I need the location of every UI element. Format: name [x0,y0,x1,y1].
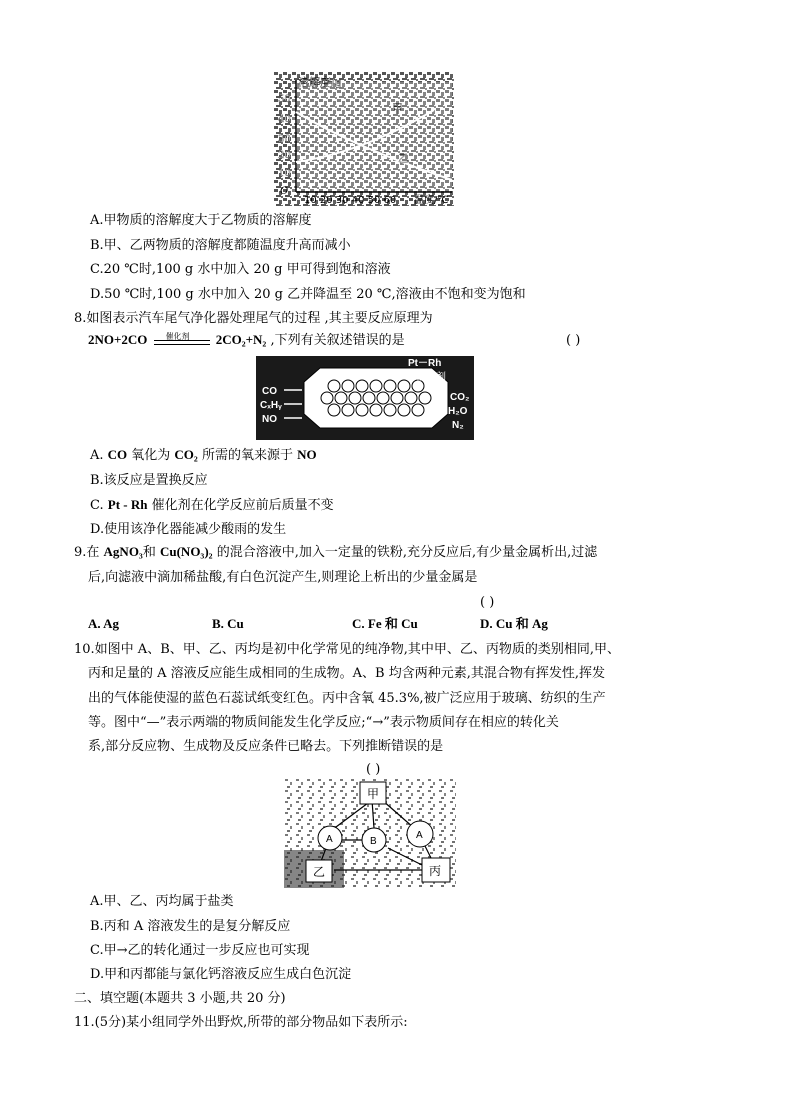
q8-option-c [90,496,334,515]
q10-stem-line1: 10.如图中 A、B、甲、乙、丙均是初中化学常见的纯净物,其中甲、乙、丙物质的类别相同,甲、 [74,642,621,657]
catalyst-label: Pt－Rh [408,358,442,369]
equilibrium-arrow-icon-2 [154,344,210,345]
q10-option-d: D.甲和丙都能与氯化钙溶液反应生成白色沉淀 [90,967,352,982]
text: 氧化为 [127,448,175,463]
q10-option-b: B.丙和 A 溶液发生的是复分解反应 [90,919,291,934]
inlet-no: NO [262,414,277,425]
q10-stem-line2: 丙和足量的 A 溶液反应能生成相同的生成物。A、B 均含两种元素,其混合物有挥发性,挥发 [88,666,605,681]
q8-option-d: D.使用该净化器能减少酸雨的发生 [90,522,287,537]
q10-stem-line5: 系,部分反应物、生成物及反应条件已略去。下列推断错误的是 [88,739,444,754]
q7-option-b: B.甲、乙两物质的溶解度都随温度升高而减小 [90,238,351,253]
inlet-co: CO [262,386,277,397]
equation-right: 2CO₂+N₂ [215,332,267,347]
q10-option-a: A.甲、乙、丙均属于盐类 [90,894,234,909]
option-letter: C. [90,498,108,513]
q8-answer-paren: ( ) [566,333,581,348]
node-bing: 丙 [429,864,442,878]
q10-stem-line4: 等。图中“—”表示两端的物质间能发生化学反应;“→”表示物质间存在相应的转化关 [88,715,559,730]
q8-stem: 8.如图表示汽车尾气净化器处理尾气的过程 ,其主要反应原理为 [74,311,433,326]
y-axis-label: 溶解度/g [298,76,342,89]
solubility-figure [274,72,454,206]
q9-stem-line2: 后,向滤液中滴加稀盐酸,有白色沉淀产生,则理论上析出的少量金属是 [88,570,478,585]
q10-answer-paren: ( ) [366,762,381,777]
text: 和 [142,545,160,560]
outlet-co2: CO₂ [450,392,470,403]
formula-agno3: AgNO₃ [103,544,143,559]
formula-no: NO [297,447,317,462]
q10-option-c: C.甲→乙的转化通过一步反应也可实现 [90,943,310,958]
text: 9.在 [74,545,104,560]
q9-option-d: D. Cu 和 Ag [480,616,548,631]
formula-co2: CO₂ [174,447,198,462]
q11-stem: 11.(5分)某小组同学外出野炊,所带的部分物品如下表所示: [74,1015,408,1030]
q9-option-c: C. Fe 和 Cu [352,616,418,631]
q7-option-c: C.20 ℃时,100 g 水中加入 20 g 甲可得到饱和溶液 [90,262,391,277]
equation-tail: ,下列有关叙述错误的是 [270,333,405,348]
y-tick: 50 [278,94,291,105]
text: 的混合溶液中,加入一定量的铁粉,充分反应后,有少量金属析出,过滤 [212,545,598,560]
x-ticks: 10 20 30 40 50 60 [304,195,397,206]
inlet-cxhy: CₓHᵧ [260,400,282,411]
node-b: B [370,836,377,847]
q9-option-a: A. Ag [88,616,120,631]
equilibrium-arrow-icon [154,340,210,341]
node-jia: 甲 [367,787,380,801]
curve-label-yi: 乙 [398,152,409,165]
node-yi: 乙 [313,865,326,879]
text: 所需的氧来源于 [197,448,298,463]
text: 催化剂在化学反应前后质量不变 [147,498,334,513]
formula-cuno32: Cu(NO₃)₂ [159,544,213,559]
curve-label-jia: 甲 [392,102,403,115]
node-a-right: A [416,830,423,841]
q8-equation [88,331,405,350]
y-tick: 20 [278,150,291,161]
outlet-h2o: H₂O [448,406,468,417]
outlet-n2: N₂ [452,420,464,431]
q8-option-a [90,446,317,465]
formula-co: CO [107,447,128,462]
section-heading: 二、填空题(本题共 3 小题,共 20 分) [74,991,286,1006]
q8-option-b: B.该反应是置换反应 [90,473,208,488]
y-tick: 40 [278,114,291,125]
q9-stem-line1 [74,543,597,562]
catalyst-label-2: 催化剂 [416,372,446,383]
equation-condition: 催化剂 [165,331,190,341]
q7-option-d: D.50 ℃时,100 g 水中加入 20 g 乙并降温至 20 ℃,溶液由不饱和变为饱和 [90,287,526,302]
x-axis-label: 温度/℃ [414,195,449,206]
y-tick: 30 [278,134,291,145]
q9-answer-paren: ( ) [480,595,495,610]
equation-left: 2NO+2CO [88,332,148,347]
q7-option-a: A.甲物质的溶解度大于乙物质的溶解度 [90,213,312,228]
relation-diagram-figure [284,778,456,888]
q9-option-b: B. Cu [212,616,244,631]
node-a-left: A [326,834,333,845]
q10-stem-line3: 出的气体能使湿的蓝色石蕊试纸变红色。丙中含氧 45.3%,被广泛应用于玻璃、纺织的生产 [88,691,606,706]
y-tick: 10 [278,168,291,179]
equation-arrow [152,331,212,348]
catalytic-converter-figure [256,356,474,440]
option-letter: A. [90,448,108,463]
formula-pt-rh: Pt - Rh [107,497,148,512]
origin-label: O [280,186,289,197]
